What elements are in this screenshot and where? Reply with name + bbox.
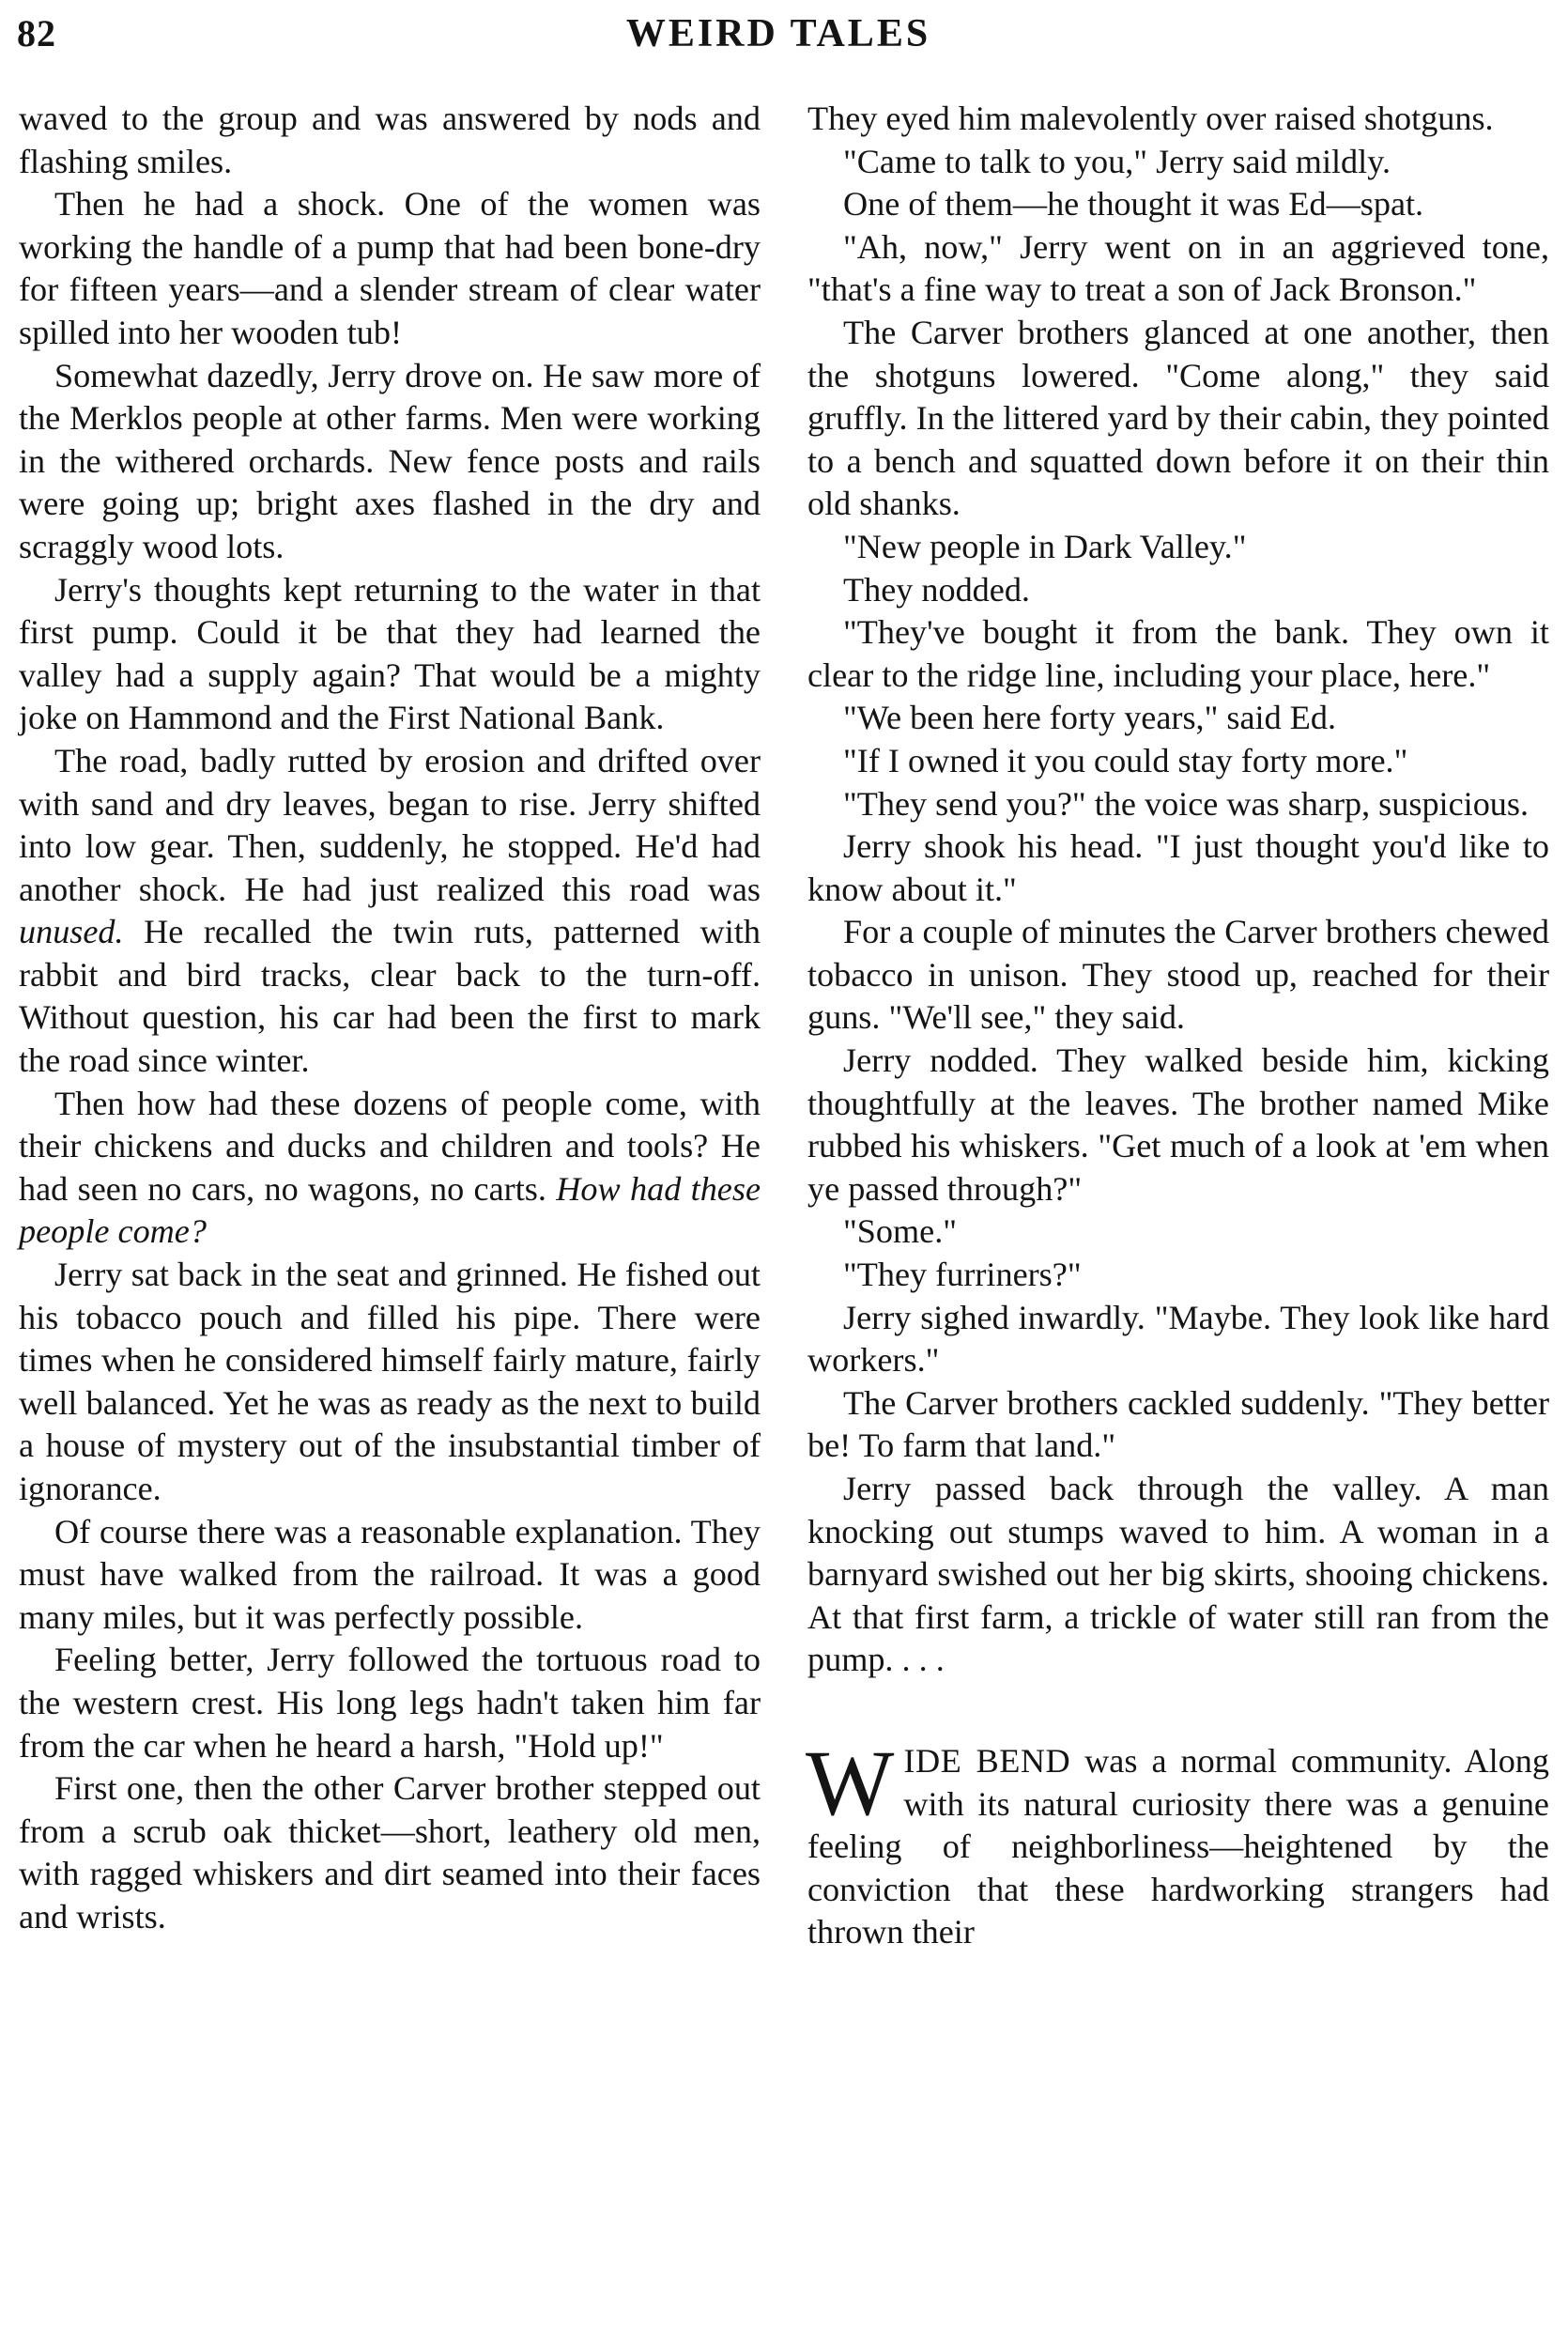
page-number: 82 xyxy=(17,12,56,54)
paragraph-text: He recalled the twin ruts, patterned with rabbit and bird tracks, clear back to the turn-off. Without question, his car had been the first to mark the road since winter. xyxy=(19,913,761,1080)
paragraph: Jerry sat back in the seat and grinned. He fished out his tobacco pouch and filled his pipe. There were times when he considered himself fairly mature, fairly well balanced. Yet he was as ready as the next to build a house of mystery out of the insubstantial timber of ignorance. xyxy=(19,1256,761,1507)
lead-in-caps: IDE BEND xyxy=(903,1741,1071,1780)
paragraph xyxy=(19,1083,761,1254)
paragraph: Jerry sighed inwardly. "Maybe. They look like hard workers." xyxy=(807,1298,1549,1380)
paragraph: First one, then the other Carver brother stepped out from a scrub oak thicket—short, leathery old men, with ragged whiskers and dirt seamed into their faces and wrists. xyxy=(19,1769,761,1935)
section-opening-paragraph xyxy=(806,1730,1549,1954)
paragraph: The Carver brothers glanced at one another, then the shotguns lowered. "Come along," they said gruffly. In the littered yard by their cabin, they pointed to a bench and squatted down before it on their thin old shanks. xyxy=(807,313,1549,523)
paragraph: They nodded. xyxy=(843,570,1030,609)
paragraph: Feeling better, Jerry followed the tortuous road to the western crest. His long legs hadn't taken him far from the car when he heard a harsh, "Hold up!" xyxy=(19,1641,761,1765)
paragraph: They eyed him malevolently over raised shotguns. xyxy=(807,100,1494,137)
paragraph: "New people in Dark Valley." xyxy=(843,527,1247,565)
drop-cap: W xyxy=(806,1730,895,1835)
italic-emphasis: unused. xyxy=(19,913,124,951)
left-column xyxy=(19,98,761,1939)
paragraph: "They furriners?" xyxy=(843,1256,1082,1294)
italic-emphasis: How had these people come? xyxy=(19,1169,761,1251)
paragraph-text: was a normal community. Along with its natural curiosity there was a genuine feeling of neighborliness—heightened by the conviction that these hardworking strangers had thrown their xyxy=(807,1741,1549,1951)
paragraph: Then he had a shock. One of the women was working the handle of a pump that had been bone-dry for fifteen years—and a slender stream of clear water spilled into her wooden tub! xyxy=(19,185,761,351)
paragraph: Jerry's thoughts kept returning to the water in that first pump. Could it be that they had learned the valley had a supply again? That would be a mighty joke on Hammond and the First National Bank. xyxy=(19,570,761,737)
paragraph-text: Then how had these dozens of people come, with their chickens and ducks and children and tools? He had seen no cars, no wagons, no carts. xyxy=(19,1084,761,1208)
paragraph: "Some." xyxy=(843,1212,958,1251)
paragraph: "If I owned it you could stay forty more." xyxy=(843,741,1408,779)
running-head xyxy=(17,11,1540,60)
paragraph-text: The road, badly rutted by erosion and drifted over with sand and dry leaves, began to rise. Jerry shifted into low gear. Then, suddenly, he stopped. He'd had another shock. He had just realized this road was xyxy=(19,741,761,908)
paragraph: Of course there was a reasonable explanation. They must have walked from the railroad. It was a good many miles, but it was perfectly possible. xyxy=(19,1512,761,1636)
paragraph: Somewhat dazedly, Jerry drove on. He saw more of the Merklos people at other farms. Men were working in the withered orchards. New fence posts and rails were going up; bright axes flashed in the dry and scraggly wood lots. xyxy=(19,356,761,565)
paragraph: For a couple of minutes the Carver brothers chewed tobacco in unison. They stood up, reached for their guns. "We'll see," they said. xyxy=(807,913,1549,1037)
paragraph: Jerry passed back through the valley. A man knocking out stumps waved to him. A woman in a barnyard swished out her big skirts, shooing chickens. At that first farm, a trickle of water still ran from the pump. . . . xyxy=(807,1470,1549,1679)
paragraph: "Ah, now," Jerry went on in an aggrieved tone, "that's a fine way to treat a son of Jack Bronson." xyxy=(807,227,1549,309)
paragraph: waved to the group and was answered by nods and flashing smiles. xyxy=(19,100,761,180)
paragraph: Jerry nodded. They walked beside him, kicking thoughtfully at the leaves. The brother named Mike rubbed his whiskers. "Get much of a look at 'em when ye passed through?" xyxy=(807,1041,1549,1208)
paragraph xyxy=(19,740,761,1083)
paragraph: "We been here forty years," said Ed. xyxy=(843,699,1337,737)
paragraph: "They've bought it from the bank. They own it clear to the ridge line, including your place, here." xyxy=(807,613,1549,694)
paragraph: The Carver brothers cackled suddenly. "They better be! To farm that land." xyxy=(807,1383,1549,1465)
paragraph: "They send you?" the voice was sharp, suspicious. xyxy=(843,784,1530,823)
paragraph: One of them—he thought it was Ed—spat. xyxy=(843,185,1424,224)
right-column xyxy=(807,98,1549,1954)
magazine-title: WEIRD TALES xyxy=(625,12,931,55)
paragraph: Jerry shook his head. "I just thought you'd like to know about it." xyxy=(807,827,1549,908)
paragraph: "Came to talk to you," Jerry said mildly. xyxy=(843,142,1391,180)
